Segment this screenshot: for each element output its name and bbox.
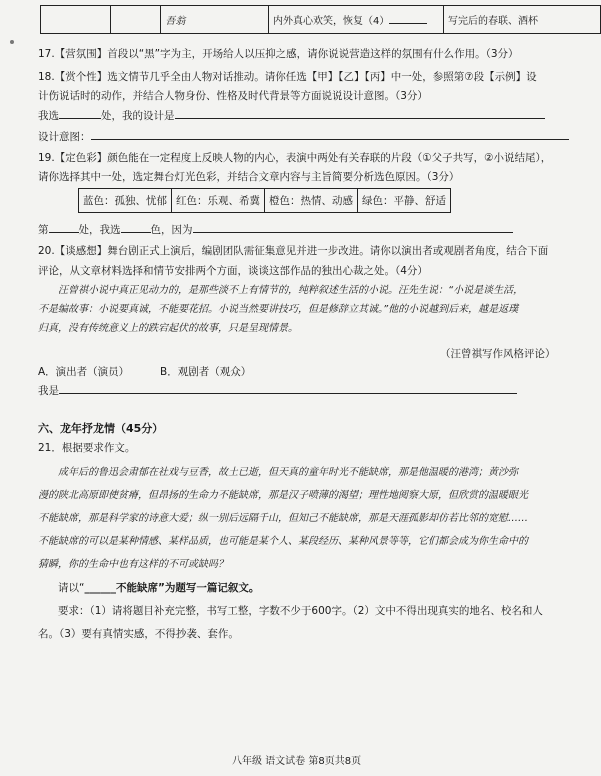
- top-table-cell-1: [41, 6, 111, 34]
- q18-answer-line: [38, 108, 545, 123]
- essay-material-line2: 漫的陕北高原即使贫瘠，但昂扬的生命力不能缺席，那是汉子喷薄的渴望；理性地阅察大原，但欣赏的温暖眼光: [38, 490, 528, 501]
- color-options-table: [78, 188, 451, 213]
- q19-line1: 19.【定色彩】颜色能在一定程度上反映人物的内心，表演中两处有关春联的片段（①父子共写，②小说结尾），: [38, 152, 552, 164]
- top-table-cell-3: 吾翁: [161, 6, 269, 34]
- q18-blank-3: [91, 139, 569, 140]
- top-table-cell-2: [111, 6, 161, 34]
- essay-requirements-line2: 名。（3）要有真情实感，不得抄袭、套作。: [38, 628, 239, 640]
- q20-answer-line: [38, 383, 517, 398]
- q18-answer-mid: 处，我的设计是: [101, 110, 175, 122]
- top-table: [40, 5, 601, 34]
- q20-answer-prefix: 我是: [38, 385, 59, 397]
- essay-material-line5: 猜瞬，你的生命中也有这样的不可或缺吗？: [38, 559, 228, 570]
- top-table-cell-4: [268, 6, 443, 34]
- color-option-blue: 蓝色：孤独、忧郁: [79, 189, 172, 213]
- top-table-cell-5: 写完后的春联、酒杯: [443, 6, 600, 34]
- essay-prompt-pre: 请以“: [58, 582, 85, 594]
- q18-blank-2: [175, 118, 545, 119]
- q19-answer-2: 处，我选: [78, 224, 121, 236]
- q20-quote-line2: 不是编故事：小说要真诚，不能要花招。小说当然要讲技巧，但是修辞立其诚。”他的小说越到后来，越是返璞: [38, 304, 519, 315]
- margin-dot: [10, 40, 14, 44]
- cell-4-blank: [389, 23, 427, 24]
- cell-4-text: 内外真心欢笑，恢复（4）: [272, 16, 390, 27]
- q18-intent-label: 设计意图：: [38, 131, 91, 143]
- essay-requirements-line1: 要求：（1）请将题目补充完整，书写工整，字数不少于600字。（2）文中不得出现真实的地名、校名和人: [58, 605, 543, 617]
- q20-blank: [59, 393, 517, 394]
- q17-text: 17.【营氛围】首段以“黑”字为主，开场给人以压抑之感，请你说说营造这样的氛围有什么作用。（3分）: [38, 48, 519, 60]
- q19-blank-2: [121, 232, 151, 233]
- page-footer: 八年级 语文试卷 第8页共8页: [232, 756, 362, 767]
- essay-material-line3: 不能缺席，那是科学家的诗意大爱；纵一别后远隔千山，但知己不能缺席，那是天涯孤影却仿若比邻的宽慰……: [38, 513, 528, 524]
- essay-prompt-post: 不能缺席”为题写一篇记叙文。: [115, 582, 260, 594]
- q19-blank-1: [49, 232, 79, 233]
- color-option-orange: 橙色：热情、动感: [265, 189, 358, 213]
- q18-intent-line: [38, 129, 569, 144]
- essay-prompt: [58, 580, 259, 595]
- essay-material-line1: 成年后的鲁迅会肃郁在社戏与豆香，故土已逝，但天真的童年时光不能缺席，那是他温暖的港湾；黄沙弥: [58, 467, 518, 478]
- q20-line1: 20.【谈感想】舞台剧正式上演后，编剧团队需征集意见并进一步改进。请你以演出者或观剧者角度，结合下面: [38, 245, 549, 257]
- q19-blank-3: [193, 232, 513, 233]
- q18-answer-prefix: 我选: [38, 110, 59, 122]
- q20-option-a: A．演出者（演员）: [38, 366, 130, 378]
- q18-blank-1: [59, 118, 101, 119]
- color-option-red: 红色：乐观、希冀: [172, 189, 265, 213]
- q19-answer-3: 色，因为: [150, 224, 193, 236]
- q19-line2: 请你选择其中一处，选定舞台灯光色彩，并结合文章内容与主旨简要分析选色原因。（3分）: [38, 171, 460, 183]
- q20-quote-line3: 归真，没有传统意义上的跌宕起伏的故事，只是呈现情景。: [38, 323, 298, 334]
- q18-line1: 18.【赏个性】选文情节几乎全由人物对话推动。请你任选【甲】【乙】【丙】中一处，参照第⑦段【示例】设: [38, 71, 537, 83]
- essay-prompt-blank: ______: [84, 582, 116, 594]
- q19-answer-1: 第: [38, 224, 49, 236]
- section-6-title: 六、龙年抒龙情（45分）: [38, 422, 164, 435]
- color-option-green: 绿色：平静、舒适: [358, 189, 451, 213]
- essay-material-line4: 不能缺席的可以是某种情感、某样品质，也可能是某个人、某段经历、某种风景等等，它们都会成为你生命中的: [38, 536, 528, 547]
- q18-line2: 计伤说话时的动作，并结合人物身份、性格及时代背景等方面说说设计意图。（3分）: [38, 90, 428, 102]
- q20-source: （汪曾祺写作风格评论）: [440, 348, 556, 360]
- q19-answer-line: [38, 222, 513, 237]
- q20-option-b: B．观剧者（观众）: [160, 366, 252, 378]
- q20-line2: 评论，从文章材料选择和情节安排两个方面，谈谈这部作品的独出心裁之处。（4分）: [38, 265, 428, 277]
- q20-quote-line1: 汪曾祺小说中真正见动力的，是那些淡不上有情节的，纯粹叙述生活的小说。汪先生说：“小说是谈生活，: [58, 285, 524, 296]
- q21-text: 21．根据要求作文。: [38, 442, 136, 454]
